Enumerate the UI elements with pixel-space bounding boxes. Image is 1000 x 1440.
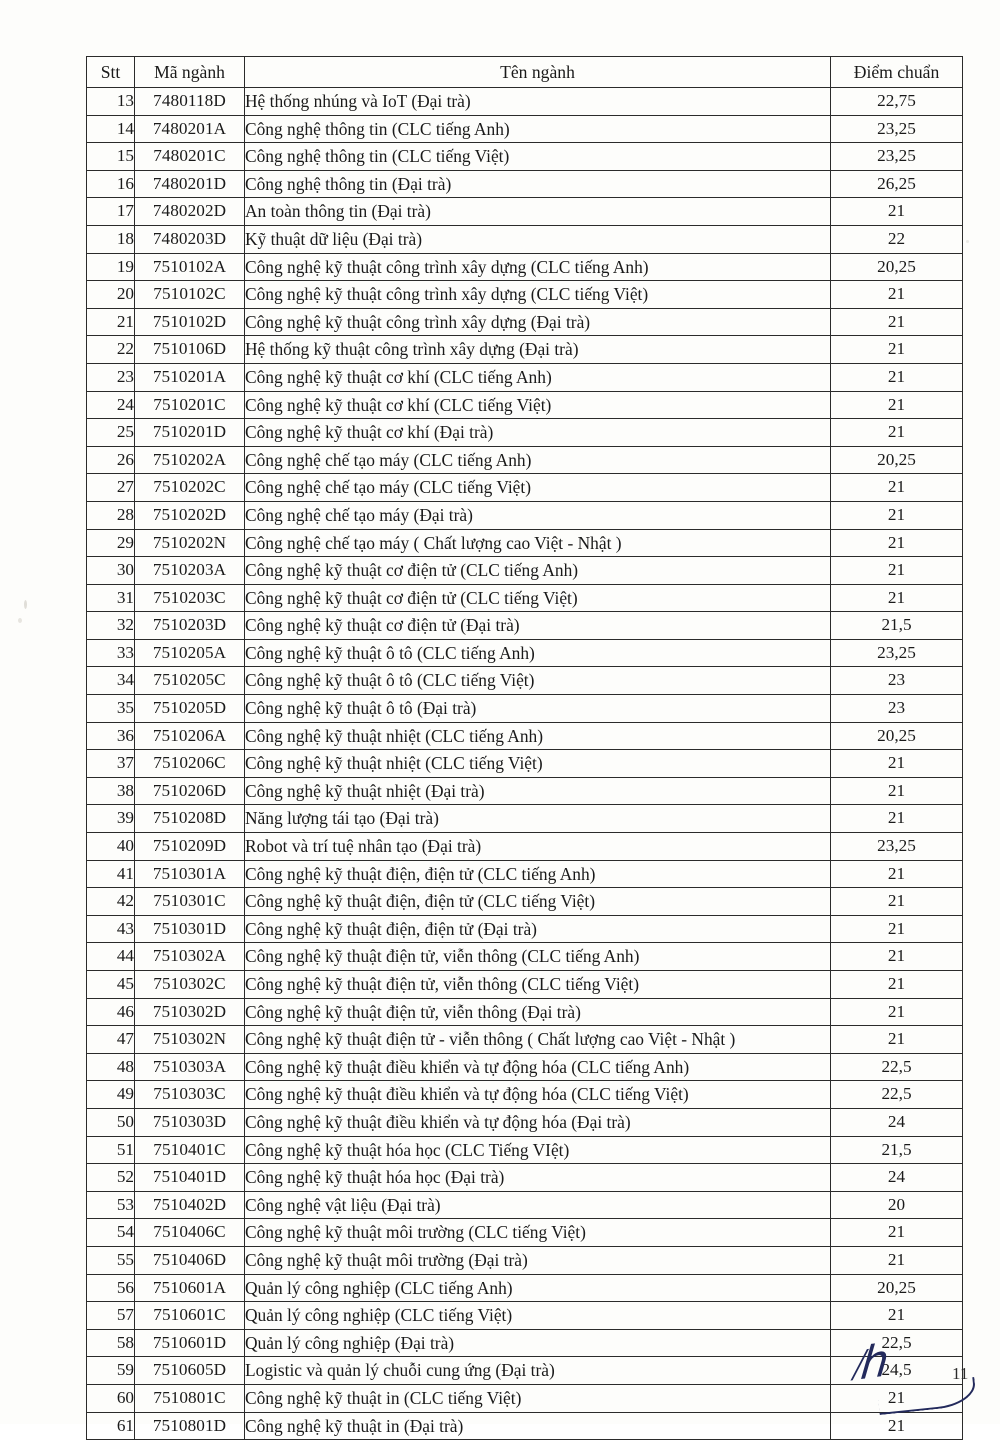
cell-major-name: Công nghệ kỹ thuật môi trường (CLC tiếng Việt) [245,1219,831,1247]
table-header-row [87,57,963,88]
cell-major-name: Công nghệ chế tạo máy (CLC tiếng Việt) [245,474,831,502]
cell-stt: 50 [87,1108,135,1136]
table-row [87,943,963,971]
cell-major-code: 7510303A [135,1053,245,1081]
table-row [87,639,963,667]
cell-stt: 46 [87,998,135,1026]
cell-stt: 36 [87,722,135,750]
cell-stt: 41 [87,860,135,888]
cell-stt: 54 [87,1219,135,1247]
cell-major-name: Công nghệ kỹ thuật nhiệt (Đại trà) [245,777,831,805]
table-row [87,1219,963,1247]
cell-major-name: Công nghệ vật liệu (Đại trà) [245,1191,831,1219]
cell-major-name: Công nghệ kỹ thuật cơ điện tử (CLC tiếng Việt) [245,584,831,612]
cell-major-name: Công nghệ kỹ thuật điều khiển và tự động hóa (CLC tiếng Việt) [245,1081,831,1109]
table-row [87,363,963,391]
cell-benchmark-score: 21 [831,584,963,612]
cell-major-code: 7510201A [135,363,245,391]
cell-benchmark-score: 21 [831,474,963,502]
cell-stt: 25 [87,419,135,447]
cell-stt: 15 [87,143,135,171]
cell-stt: 58 [87,1329,135,1357]
table-row [87,860,963,888]
cell-major-code: 7510401C [135,1136,245,1164]
cell-benchmark-score: 22 [831,225,963,253]
cell-major-name: An toàn thông tin (Đại trà) [245,198,831,226]
cell-major-name: Công nghệ kỹ thuật ô tô (Đại trà) [245,695,831,723]
table-row [87,1026,963,1054]
cell-major-name: Kỹ thuật dữ liệu (Đại trà) [245,225,831,253]
cell-major-code: 7510209D [135,833,245,861]
table-row [87,1191,963,1219]
table-row [87,170,963,198]
cell-major-code: 7510205C [135,667,245,695]
cell-stt: 59 [87,1357,135,1385]
cell-major-name: Quản lý công nghiệp (Đại trà) [245,1329,831,1357]
table-row [87,198,963,226]
cell-major-name: Công nghệ kỹ thuật in (CLC tiếng Việt) [245,1384,831,1412]
cell-stt: 38 [87,777,135,805]
cell-stt: 14 [87,115,135,143]
table-row [87,971,963,999]
cell-benchmark-score: 21 [831,1412,963,1440]
cell-benchmark-score: 21 [831,971,963,999]
cell-benchmark-score: 21 [831,1302,963,1330]
column-header-major-code: Mã ngành [135,57,245,88]
cell-major-name: Công nghệ kỹ thuật điều khiển và tự động hóa (Đại trà) [245,1108,831,1136]
cell-benchmark-score: 21 [831,1026,963,1054]
cell-major-code: 7510605D [135,1357,245,1385]
table-row [87,915,963,943]
cell-benchmark-score: 21 [831,557,963,585]
cell-benchmark-score: 22,5 [831,1081,963,1109]
cell-stt: 21 [87,308,135,336]
cell-major-code: 7510202N [135,529,245,557]
cell-benchmark-score: 23,25 [831,639,963,667]
table-row [87,115,963,143]
cell-benchmark-score: 26,25 [831,170,963,198]
cell-stt: 52 [87,1164,135,1192]
cell-major-code: 7510302D [135,998,245,1026]
signature-glyph: ⁄ℎ [852,1337,883,1390]
cell-major-name: Công nghệ kỹ thuật điện tử, viễn thông (Đại trà) [245,998,831,1026]
cell-major-code: 7510206D [135,777,245,805]
cell-benchmark-score: 21 [831,336,963,364]
cell-benchmark-score: 21 [831,750,963,778]
cell-major-code: 7510401D [135,1164,245,1192]
table-row [87,612,963,640]
table-row [87,391,963,419]
cell-major-name: Logistic và quản lý chuỗi cung ứng (Đại trà) [245,1357,831,1385]
cell-major-code: 7510302A [135,943,245,971]
column-header-stt: Stt [87,57,135,88]
cell-stt: 49 [87,1081,135,1109]
cell-benchmark-score: 23,25 [831,115,963,143]
cell-major-code: 7480201A [135,115,245,143]
cell-major-name: Quản lý công nghiệp (CLC tiếng Việt) [245,1302,831,1330]
cell-stt: 61 [87,1412,135,1440]
cell-stt: 31 [87,584,135,612]
cell-benchmark-score: 20 [831,1191,963,1219]
cell-major-code: 7510208D [135,805,245,833]
table-header [87,57,963,88]
cell-benchmark-score: 21 [831,777,963,805]
cell-stt: 51 [87,1136,135,1164]
cell-major-code: 7510301A [135,860,245,888]
cell-benchmark-score: 20,25 [831,1274,963,1302]
cell-major-code: 7510202D [135,501,245,529]
cell-benchmark-score: 21 [831,391,963,419]
cell-benchmark-score: 21 [831,1384,963,1412]
cell-benchmark-score: 21 [831,419,963,447]
cell-major-name: Công nghệ thông tin (CLC tiếng Việt) [245,143,831,171]
cell-major-name: Công nghệ thông tin (Đại trà) [245,170,831,198]
cell-major-code: 7510205D [135,695,245,723]
table-row [87,1136,963,1164]
cell-major-name: Công nghệ kỹ thuật công trình xây dựng (CLC tiếng Anh) [245,253,831,281]
table-row [87,557,963,585]
cell-major-code: 7510601D [135,1329,245,1357]
cell-benchmark-score: 24 [831,1108,963,1136]
cell-stt: 23 [87,363,135,391]
cell-benchmark-score: 21 [831,805,963,833]
cell-stt: 53 [87,1191,135,1219]
table-row [87,888,963,916]
cell-stt: 24 [87,391,135,419]
cell-major-name: Quản lý công nghiệp (CLC tiếng Anh) [245,1274,831,1302]
cell-major-name: Công nghệ kỹ thuật cơ điện tử (Đại trà) [245,612,831,640]
cell-benchmark-score: 23 [831,667,963,695]
cell-major-name: Công nghệ kỹ thuật điện tử, viễn thông (CLC tiếng Anh) [245,943,831,971]
cell-stt: 39 [87,805,135,833]
table-row [87,446,963,474]
scan-artifact [24,600,27,609]
cell-stt: 13 [87,88,135,116]
cell-stt: 37 [87,750,135,778]
table-row [87,501,963,529]
cell-major-code: 7510601A [135,1274,245,1302]
table-row [87,308,963,336]
cell-major-code: 7510302C [135,971,245,999]
column-header-benchmark-score: Điểm chuẩn [831,57,963,88]
cell-stt: 26 [87,446,135,474]
cell-major-name: Công nghệ kỹ thuật điện, điện tử (Đại trà) [245,915,831,943]
cell-major-code: 7510205A [135,639,245,667]
cell-major-code: 7510203C [135,584,245,612]
cell-major-name: Công nghệ chế tạo máy (Đại trà) [245,501,831,529]
scan-artifact [18,618,22,623]
cell-major-name: Công nghệ kỹ thuật cơ khí (Đại trà) [245,419,831,447]
cell-benchmark-score: 21 [831,198,963,226]
cell-major-code: 7510201D [135,419,245,447]
cell-benchmark-score: 24,5 [831,1357,963,1385]
cell-benchmark-score: 21 [831,308,963,336]
cell-major-code: 7480201C [135,143,245,171]
cell-major-name: Công nghệ kỹ thuật điện, điện tử (CLC tiếng Việt) [245,888,831,916]
cell-major-code: 7510203D [135,612,245,640]
cell-benchmark-score: 21 [831,501,963,529]
cell-major-name: Công nghệ thông tin (CLC tiếng Anh) [245,115,831,143]
cell-stt: 29 [87,529,135,557]
table-row [87,1053,963,1081]
table-row [87,225,963,253]
cell-benchmark-score: 22,5 [831,1053,963,1081]
cell-stt: 45 [87,971,135,999]
cell-stt: 30 [87,557,135,585]
cell-major-code: 7510406C [135,1219,245,1247]
admission-scores-table [86,56,963,1440]
cell-stt: 22 [87,336,135,364]
cell-major-code: 7480118D [135,88,245,116]
cell-stt: 48 [87,1053,135,1081]
cell-major-name: Công nghệ kỹ thuật cơ khí (CLC tiếng Anh) [245,363,831,391]
cell-major-code: 7510102D [135,308,245,336]
table-row [87,253,963,281]
cell-benchmark-score: 23,25 [831,143,963,171]
cell-benchmark-score: 20,25 [831,722,963,750]
cell-benchmark-score: 23 [831,695,963,723]
table-row [87,143,963,171]
table-row [87,1384,963,1412]
cell-stt: 18 [87,225,135,253]
table-row [87,1108,963,1136]
cell-stt: 16 [87,170,135,198]
cell-major-name: Năng lượng tái tạo (Đại trà) [245,805,831,833]
cell-major-code: 7510302N [135,1026,245,1054]
cell-major-code: 7510406D [135,1246,245,1274]
cell-stt: 34 [87,667,135,695]
cell-stt: 44 [87,943,135,971]
cell-major-name: Công nghệ chế tạo máy ( Chất lượng cao Việt - Nhật ) [245,529,831,557]
table-row [87,1329,963,1357]
cell-major-code: 7510303D [135,1108,245,1136]
cell-stt: 57 [87,1302,135,1330]
cell-major-name: Công nghệ kỹ thuật ô tô (CLC tiếng Anh) [245,639,831,667]
table-row [87,998,963,1026]
cell-major-name: Công nghệ kỹ thuật in (Đại trà) [245,1412,831,1440]
cell-stt: 27 [87,474,135,502]
cell-major-code: 7480201D [135,170,245,198]
table-row [87,88,963,116]
cell-major-code: 7510301C [135,888,245,916]
table-row [87,777,963,805]
table-row [87,419,963,447]
table-row [87,695,963,723]
cell-major-code: 7510202C [135,474,245,502]
table-row [87,281,963,309]
cell-benchmark-score: 20,25 [831,253,963,281]
column-header-major-name: Tên ngành [245,57,831,88]
cell-stt: 55 [87,1246,135,1274]
cell-major-name: Công nghệ kỹ thuật điện tử - viễn thông ( Chất lượng cao Việt - Nhật ) [245,1026,831,1054]
table-row [87,722,963,750]
cell-major-code: 7480202D [135,198,245,226]
cell-benchmark-score: 22,75 [831,88,963,116]
page-number: 11 [952,1364,969,1383]
table-row [87,750,963,778]
cell-major-code: 7510106D [135,336,245,364]
cell-major-code: 7510203A [135,557,245,585]
table-row [87,1412,963,1440]
cell-major-code: 7510102A [135,253,245,281]
cell-major-code: 7510201C [135,391,245,419]
table-row [87,1246,963,1274]
cell-major-code: 7510206C [135,750,245,778]
cell-stt: 20 [87,281,135,309]
cell-major-code: 7480203D [135,225,245,253]
cell-stt: 60 [87,1384,135,1412]
cell-major-name: Công nghệ kỹ thuật nhiệt (CLC tiếng Anh) [245,722,831,750]
cell-stt: 47 [87,1026,135,1054]
cell-major-code: 7510102C [135,281,245,309]
cell-major-code: 7510801C [135,1384,245,1412]
cell-major-code: 7510601C [135,1302,245,1330]
cell-major-name: Công nghệ kỹ thuật điều khiển và tự động hóa (CLC tiếng Anh) [245,1053,831,1081]
table-row [87,474,963,502]
table-row [87,833,963,861]
cell-benchmark-score: 21 [831,860,963,888]
table-row [87,1357,963,1385]
cell-benchmark-score: 21 [831,915,963,943]
cell-benchmark-score: 21 [831,1246,963,1274]
table-row [87,1274,963,1302]
cell-major-name: Công nghệ kỹ thuật môi trường (Đại trà) [245,1246,831,1274]
cell-major-name: Công nghệ kỹ thuật cơ điện tử (CLC tiếng Anh) [245,557,831,585]
table-row [87,1164,963,1192]
cell-benchmark-score: 24 [831,1164,963,1192]
cell-benchmark-score: 21 [831,529,963,557]
cell-benchmark-score: 21 [831,1219,963,1247]
cell-stt: 43 [87,915,135,943]
cell-benchmark-score: 21,5 [831,612,963,640]
cell-major-code: 7510402D [135,1191,245,1219]
cell-major-name: Công nghệ kỹ thuật công trình xây dựng (Đại trà) [245,308,831,336]
table-row [87,1302,963,1330]
table-body [87,88,963,1440]
cell-stt: 28 [87,501,135,529]
cell-major-name: Hệ thống nhúng và IoT (Đại trà) [245,88,831,116]
cell-stt: 19 [87,253,135,281]
cell-major-name: Công nghệ kỹ thuật ô tô (CLC tiếng Việt) [245,667,831,695]
cell-benchmark-score: 22,5 [831,1329,963,1357]
cell-major-name: Công nghệ kỹ thuật hóa học (Đại trà) [245,1164,831,1192]
cell-major-name: Công nghệ kỹ thuật điện tử, viễn thông (CLC tiếng Việt) [245,971,831,999]
cell-major-code: 7510206A [135,722,245,750]
cell-benchmark-score: 21 [831,943,963,971]
cell-benchmark-score: 21 [831,998,963,1026]
cell-stt: 42 [87,888,135,916]
cell-stt: 32 [87,612,135,640]
cell-major-code: 7510301D [135,915,245,943]
cell-major-name: Robot và trí tuệ nhân tạo (Đại trà) [245,833,831,861]
cell-major-name: Công nghệ kỹ thuật nhiệt (CLC tiếng Việt) [245,750,831,778]
admission-scores-table-container [86,56,962,1440]
cell-stt: 17 [87,198,135,226]
cell-major-name: Công nghệ kỹ thuật công trình xây dựng (CLC tiếng Việt) [245,281,831,309]
cell-stt: 56 [87,1274,135,1302]
cell-major-name: Công nghệ kỹ thuật điện, điện tử (CLC tiếng Anh) [245,860,831,888]
cell-benchmark-score: 23,25 [831,833,963,861]
table-row [87,336,963,364]
cell-major-name: Công nghệ kỹ thuật hóa học (CLC Tiếng VIệt) [245,1136,831,1164]
table-row [87,667,963,695]
table-row [87,584,963,612]
cell-benchmark-score: 20,25 [831,446,963,474]
cell-stt: 40 [87,833,135,861]
cell-stt: 33 [87,639,135,667]
table-row [87,529,963,557]
cell-major-code: 7510801D [135,1412,245,1440]
cell-benchmark-score: 21 [831,281,963,309]
cell-benchmark-score: 21 [831,888,963,916]
cell-major-code: 7510303C [135,1081,245,1109]
cell-benchmark-score: 21,5 [831,1136,963,1164]
cell-major-name: Công nghệ chế tạo máy (CLC tiếng Anh) [245,446,831,474]
scan-artifact [966,240,969,243]
table-row [87,805,963,833]
cell-major-name: Hệ thống kỹ thuật công trình xây dựng (Đại trà) [245,336,831,364]
cell-major-code: 7510202A [135,446,245,474]
cell-major-name: Công nghệ kỹ thuật cơ khí (CLC tiếng Việt) [245,391,831,419]
cell-benchmark-score: 21 [831,363,963,391]
cell-stt: 35 [87,695,135,723]
table-row [87,1081,963,1109]
